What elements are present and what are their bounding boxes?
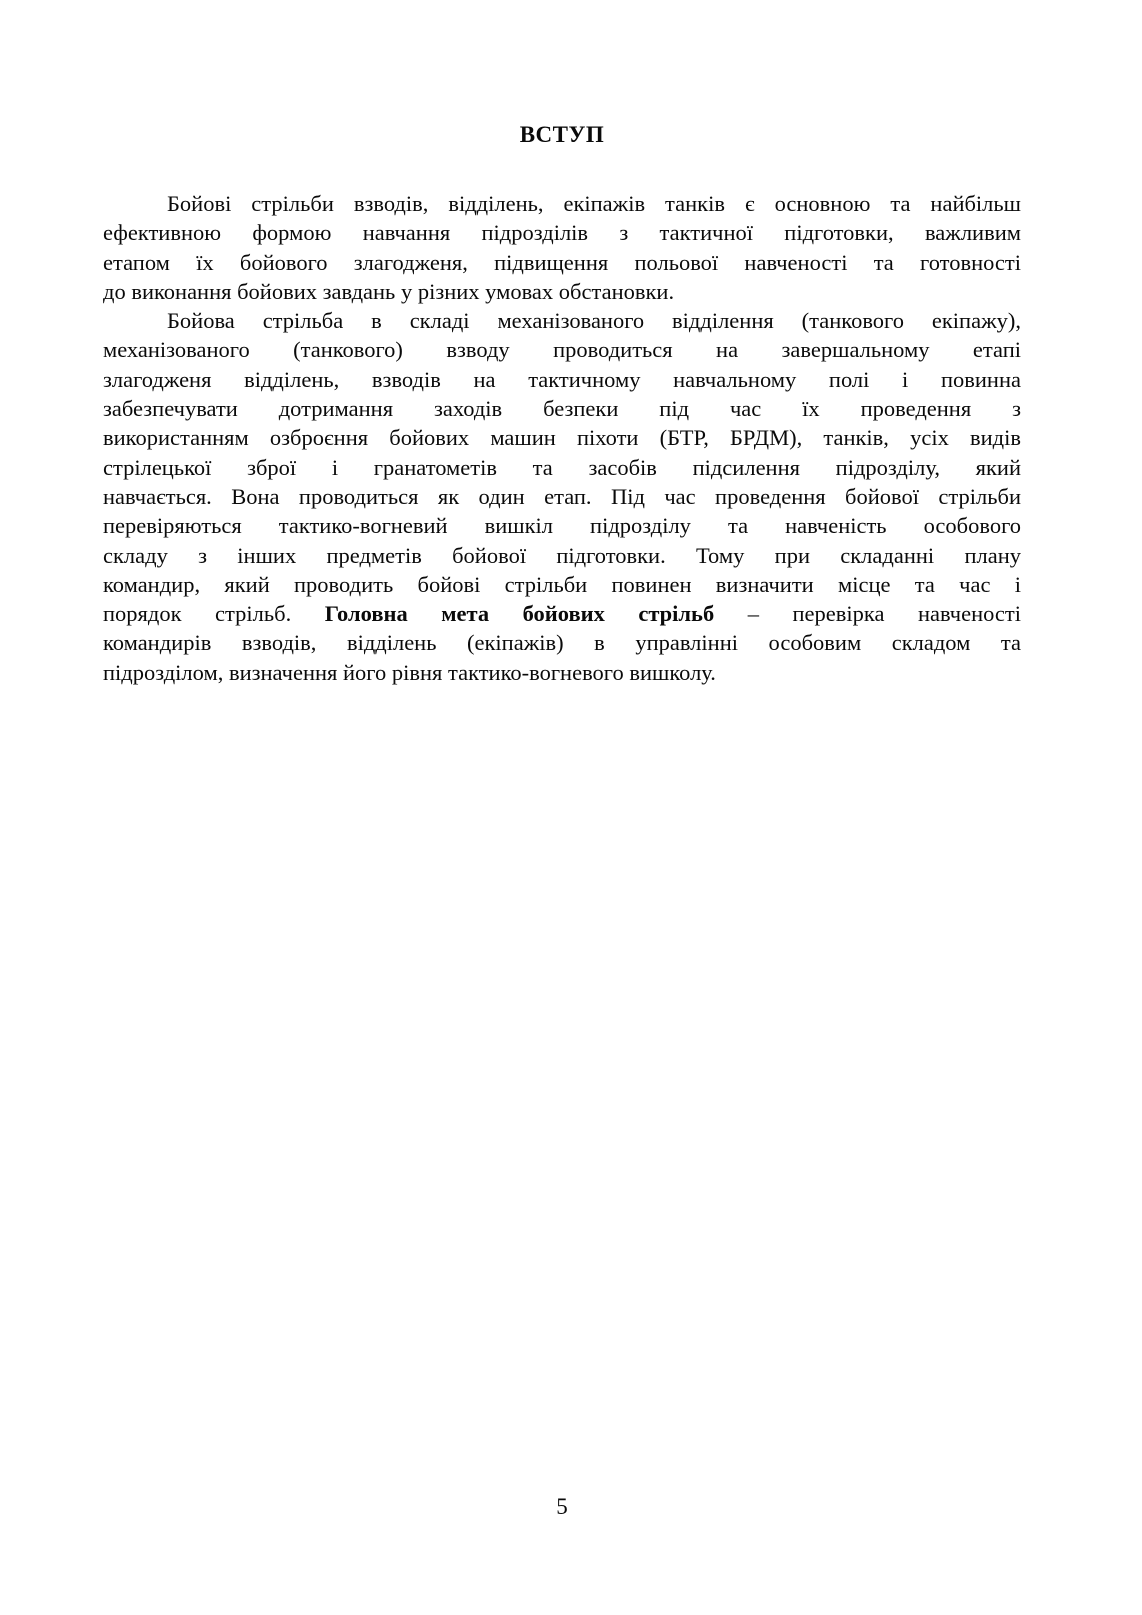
paragraph-line: механізованого (танкового) взводу проводиться на завершальному етапі	[103, 337, 1021, 363]
paragraph-line-with-bold	[103, 599, 1021, 628]
text-block	[103, 120, 1021, 687]
line-text-post: – перевірка навченості	[714, 601, 1021, 627]
paragraph-line: навчається. Вона проводиться як один етап. Під час проведення бойової стрільби	[103, 483, 1021, 509]
line-text-pre: порядок стрільб.	[103, 601, 325, 627]
page-number: 5	[556, 1494, 568, 1519]
paragraph-line: стрілецької зброї і гранатометів та засобів підсилення підрозділу, який	[103, 454, 1021, 480]
paragraph-line: командирів взводів, відділень (екіпажів) в управлінні особовим складом та	[103, 630, 1021, 656]
bold-phrase: Головна мета бойових стрільб	[324, 601, 715, 627]
paragraph-line: використанням озброєння бойових машин піхоти (БТР, БРДМ), танків, усіх видів	[103, 425, 1021, 451]
paragraph-line: підрозділом, визначення його рівня тактико-вогневого вишколу.	[103, 659, 716, 685]
paragraph-line: складу з інших предметів бойової підготовки. Тому при складанні плану	[103, 542, 1021, 568]
paragraph-line: Бойова стрільба в складі механізованого відділення (танкового екіпажу),	[167, 308, 1021, 334]
paragraph-2	[103, 306, 1021, 687]
paragraph-line: командир, який проводить бойові стрільби повинен визначити місце та час і	[103, 571, 1021, 597]
paragraph-line: ефективною формою навчання підрозділів з тактичної підготовки, важливим	[103, 220, 1021, 246]
paragraph-line: Бойові стрільби взводів, відділень, екіпажів танків є основною та найбільш	[167, 191, 1021, 216]
paragraph-line: до виконання бойових завдань у різних умовах обстановки.	[103, 278, 675, 304]
page-title: ВСТУП	[519, 122, 605, 147]
paragraph-1	[103, 189, 1021, 306]
paragraph-line: злагодженя відділень, взводів на тактичному навчальному полі і повинна	[103, 366, 1021, 392]
paragraph-line: забезпечувати дотримання заходів безпеки під час їх проведення з	[103, 396, 1021, 422]
paragraph-line: етапом їх бойового злагодженя, підвищення польової навченості та готовності	[103, 249, 1021, 275]
paragraph-line: перевіряються тактико-вогневий вишкіл підрозділу та навченість особового	[103, 513, 1021, 539]
